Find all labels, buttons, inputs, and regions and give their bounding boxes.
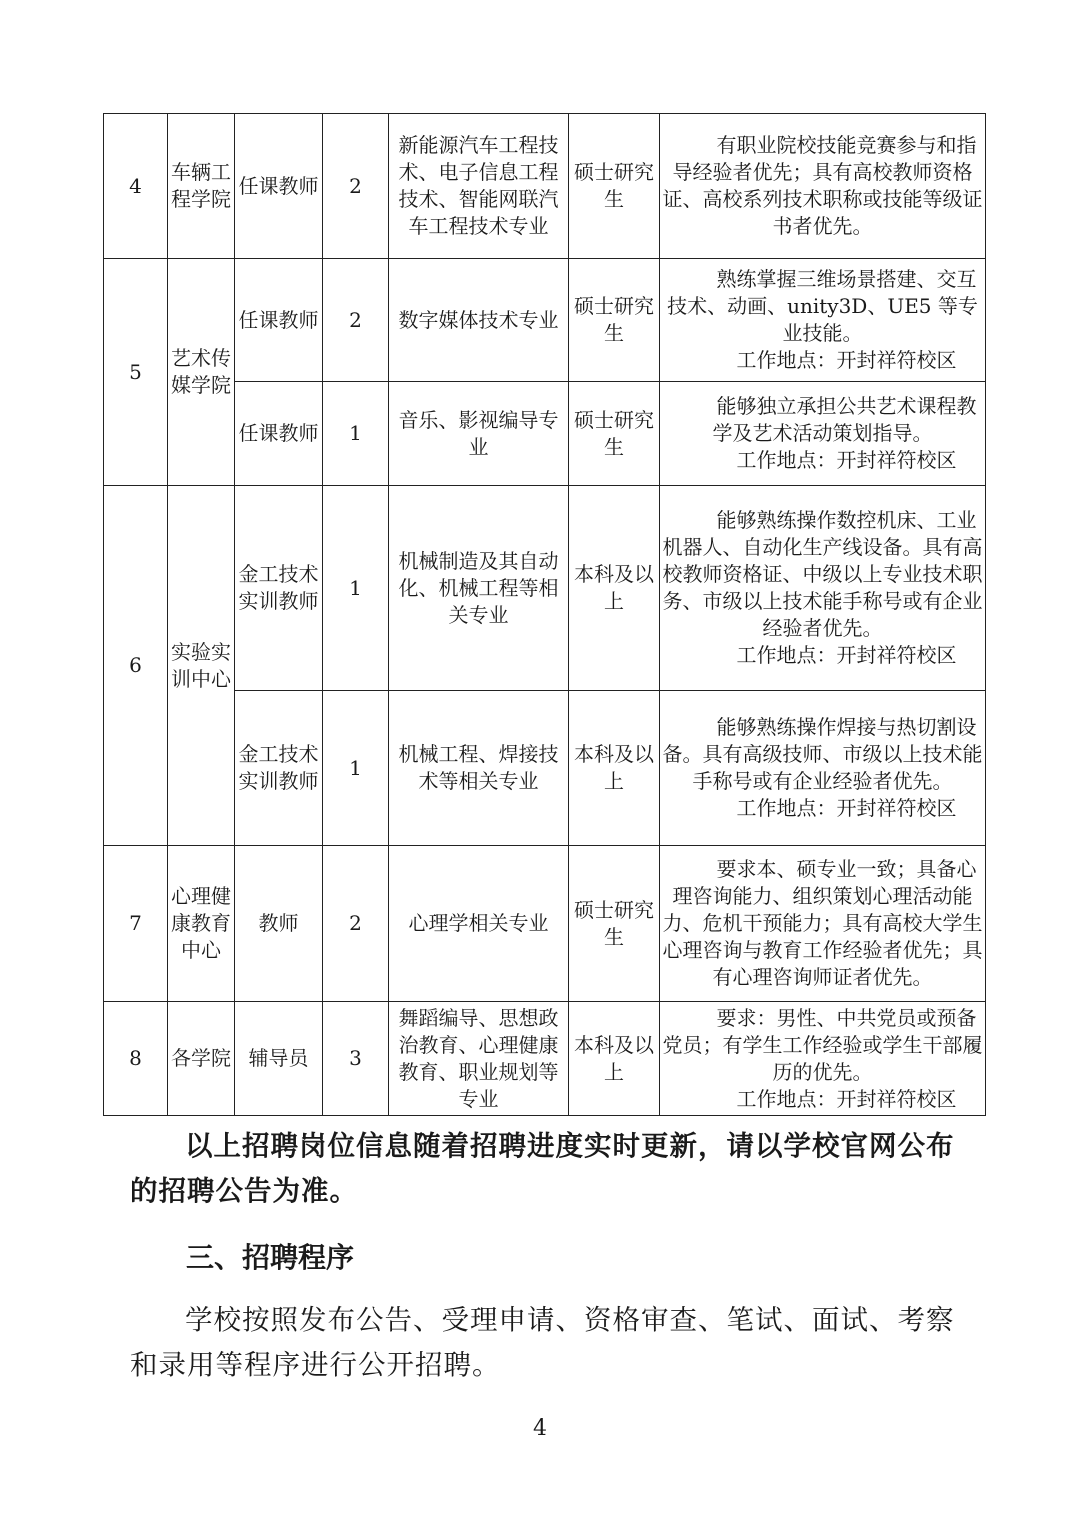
table-row: [104, 259, 986, 382]
requirement-text: 要求：男性、中共党员或预备党员；有学生工作经验或学生干部履历的优先。: [662, 1005, 983, 1084]
requirement-cell: [660, 1002, 986, 1116]
education-cell: 硕士研究生: [569, 382, 660, 486]
position-cell: 金工技术实训教师: [235, 486, 323, 691]
department-cell: 艺术传媒学院: [168, 259, 235, 486]
row-number: 4: [104, 114, 168, 259]
education-cell: 本科及以上: [569, 691, 660, 846]
education-cell: 硕士研究生: [569, 114, 660, 259]
major-cell: 新能源汽车工程技术、电子信息工程技术、智能网联汽车工程技术专业: [389, 114, 569, 259]
requirement-cell: [660, 259, 986, 382]
requirement-cell: [660, 691, 986, 846]
table-row: [104, 382, 986, 486]
education-cell: 本科及以上: [569, 1002, 660, 1116]
major-cell: 机械工程、焊接技术等相关专业: [389, 691, 569, 846]
department-cell: 车辆工程学院: [168, 114, 235, 259]
major-cell: 音乐、影视编导专业: [389, 382, 569, 486]
headcount-cell: 2: [323, 846, 389, 1002]
section-heading: 三、招聘程序: [186, 1241, 355, 1274]
procedure-paragraph: 学校按照发布公告、受理申请、资格审查、笔试、面试、考察和录用等程序进行公开招聘。: [130, 1304, 955, 1381]
position-cell: 任课教师: [235, 114, 323, 259]
work-location: 工作地点：开封祥符校区: [736, 1086, 957, 1111]
requirement-text: 能够独立承担公共艺术课程教学及艺术活动策划指导。: [712, 394, 977, 445]
major-cell: 数字媒体技术专业: [389, 259, 569, 382]
requirement-cell: [660, 382, 986, 486]
requirement-cell: [660, 846, 986, 1002]
table-row: [104, 846, 986, 1002]
page-number: 4: [533, 1416, 547, 1441]
major-cell: 机械制造及其自动化、机械工程等相关专业: [389, 486, 569, 691]
requirement-text: 要求本、硕专业一致；具备心理咨询能力、组织策划心理活动能力、危机干预能力；具有高校大学生心理咨询与教育工作经验者优先；具有心理咨询师证者优先。: [662, 857, 983, 989]
row-number: 7: [104, 846, 168, 1002]
table-row: [104, 691, 986, 846]
recruitment-table: [103, 113, 986, 1116]
position-cell: 辅导员: [235, 1002, 323, 1116]
headcount-cell: 3: [323, 1002, 389, 1116]
education-cell: 硕士研究生: [569, 259, 660, 382]
work-location: 工作地点：开封祥符校区: [736, 643, 957, 667]
major-cell: 舞蹈编导、思想政治教育、心理健康教育、职业规划等专业: [389, 1002, 569, 1116]
headcount-cell: 1: [323, 486, 389, 691]
position-cell: 任课教师: [235, 259, 323, 382]
education-cell: 硕士研究生: [569, 846, 660, 1002]
table-row: [104, 486, 986, 691]
requirement-text: 能够熟练操作焊接与热切割设备。具有高级技师、市级以上技术能手称号或有企业经验者优先。: [662, 715, 983, 793]
requirement-text: 熟练掌握三维场景搭建、交互技术、动画、unity3D、UE5 等专业技能。: [667, 267, 978, 345]
update-notice: 以上招聘岗位信息随着招聘进度实时更新，请以学校官网公布的招聘公告为准。: [130, 1130, 955, 1207]
department-cell: 心理健康教育中心: [168, 846, 235, 1002]
position-cell: 教师: [235, 846, 323, 1002]
headcount-cell: 2: [323, 259, 389, 382]
requirement-text: 能够熟练操作数控机床、工业机器人、自动化生产线设备。具有高校教师资格证、中级以上专业技术职务、市级以上技术能手称号或有企业经验者优先。: [662, 508, 983, 640]
department-cell: 实验实训中心: [168, 486, 235, 846]
table-row: [104, 114, 986, 259]
row-number: 8: [104, 1002, 168, 1116]
position-cell: 金工技术实训教师: [235, 691, 323, 846]
work-location: 工作地点：开封祥符校区: [736, 348, 957, 372]
table-row: [104, 1002, 986, 1116]
headcount-cell: 2: [323, 114, 389, 259]
department-cell: 各学院: [168, 1002, 235, 1116]
requirement-text: 有职业院校技能竞赛参与和指导经验者优先；具有高校教师资格证、高校系列技术职称或技能等级证书者优先。: [662, 133, 983, 238]
major-cell: 心理学相关专业: [389, 846, 569, 1002]
headcount-cell: 1: [323, 382, 389, 486]
position-cell: 任课教师: [235, 382, 323, 486]
requirement-cell: [660, 486, 986, 691]
row-number: 6: [104, 486, 168, 846]
requirement-cell: [660, 114, 986, 259]
row-number: 5: [104, 259, 168, 486]
education-cell: 本科及以上: [569, 486, 660, 691]
headcount-cell: 1: [323, 691, 389, 846]
work-location: 工作地点：开封祥符校区: [736, 796, 957, 820]
work-location: 工作地点：开封祥符校区: [736, 448, 957, 472]
